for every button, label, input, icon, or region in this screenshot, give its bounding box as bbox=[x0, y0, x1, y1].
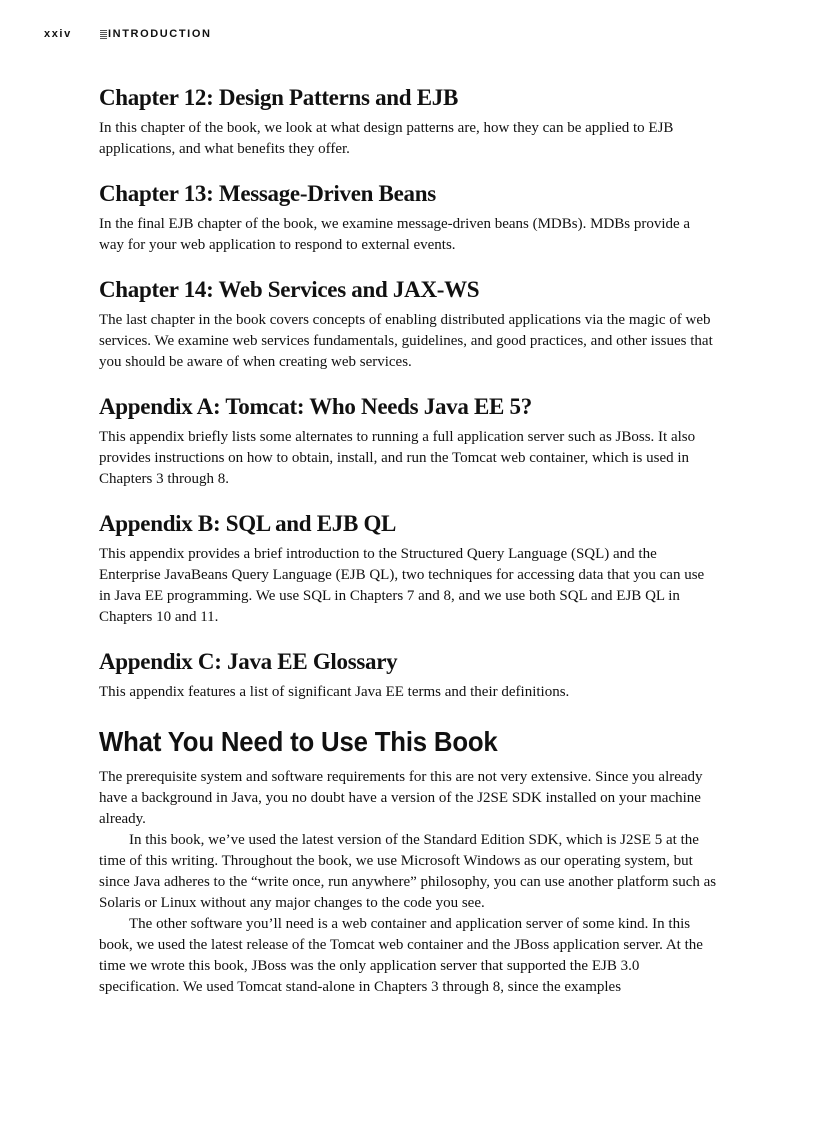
running-head bbox=[44, 28, 212, 40]
paragraph: In this book, we’ve used the latest version of the Standard Edition SDK, which is J2SE 5 at the time of this writing. Throughout the book, we use Microsoft Windows as our operating system, but since Java adheres to the “write once, run anywhere” philosophy, you can use another platform such as Solaris or Linux without any major changes to the code you see. bbox=[99, 832, 717, 911]
what-you-need-heading: What You Need to Use This Book bbox=[99, 726, 498, 757]
section-marker-icon bbox=[100, 30, 107, 39]
chapter-14-heading: Chapter 14: Web Services and JAX-WS bbox=[99, 277, 480, 302]
appendix-c-heading: Appendix C: Java EE Glossary bbox=[99, 649, 398, 674]
chapter-14-body: The last chapter in the book covers concepts of enabling distributed applications via the magic of web services. We examine web services fundamentals, guidelines, and good practices, and other issues that you should be aware of when creating web services. bbox=[99, 312, 713, 370]
appendix-c-section bbox=[99, 648, 717, 703]
chapter-12-section bbox=[99, 84, 717, 160]
chapter-12-body: In this chapter of the book, we look at what design patterns are, how they can be applied to EJB applications, and what benefits they offer. bbox=[99, 120, 674, 157]
paragraph: The prerequisite system and software requirements for this are not very extensive. Since you already have a background in Java, you no doubt have a version of the J2SE SDK installed on your machine already. bbox=[99, 769, 703, 827]
page-content bbox=[99, 84, 717, 998]
chapter-13-section bbox=[99, 180, 717, 256]
appendix-a-body: This appendix briefly lists some alternates to running a full application server such as JBoss. It also provides instructions on how to obtain, install, and run the Tomcat web container, which is used in Chapters 3 through 8. bbox=[99, 429, 696, 487]
chapter-13-body: In the final EJB chapter of the book, we examine message-driven beans (MDBs). MDBs provide a way for your web application to respond to external events. bbox=[99, 216, 691, 253]
appendix-b-heading: Appendix B: SQL and EJB QL bbox=[99, 511, 397, 536]
appendix-c-body: This appendix features a list of significant Java EE terms and their definitions. bbox=[99, 684, 570, 700]
what-you-need-body bbox=[99, 767, 717, 998]
chapter-12-heading: Chapter 12: Design Patterns and EJB bbox=[99, 85, 459, 110]
chapter-14-section bbox=[99, 276, 717, 373]
chapter-13-heading: Chapter 13: Message-Driven Beans bbox=[99, 181, 436, 206]
appendix-b-section bbox=[99, 510, 717, 628]
appendix-a-section bbox=[99, 393, 717, 490]
paragraph: The other software you’ll need is a web container and application server of some kind. In this book, we used the latest release of the Tomcat web container and the JBoss application server. At the time we wrote this book, JBoss was the only application server that supported the EJB 3.0 specification. We used Tomcat stand-alone in Chapters 3 through 8, since the examples bbox=[99, 916, 703, 995]
appendix-a-heading: Appendix A: Tomcat: Who Needs Java EE 5? bbox=[99, 394, 532, 419]
page-number: xxiv bbox=[44, 28, 72, 40]
running-head-title: INTRODUCTION bbox=[108, 28, 212, 40]
appendix-b-body: This appendix provides a brief introduction to the Structured Query Language (SQL) and the Enterprise JavaBeans Query Language (EJB QL), two techniques for accessing data that you can use in Java EE programming. We use SQL in Chapters 7 and 8, and we use both SQL and EJB QL in Chapters 10 and 11. bbox=[99, 546, 705, 625]
